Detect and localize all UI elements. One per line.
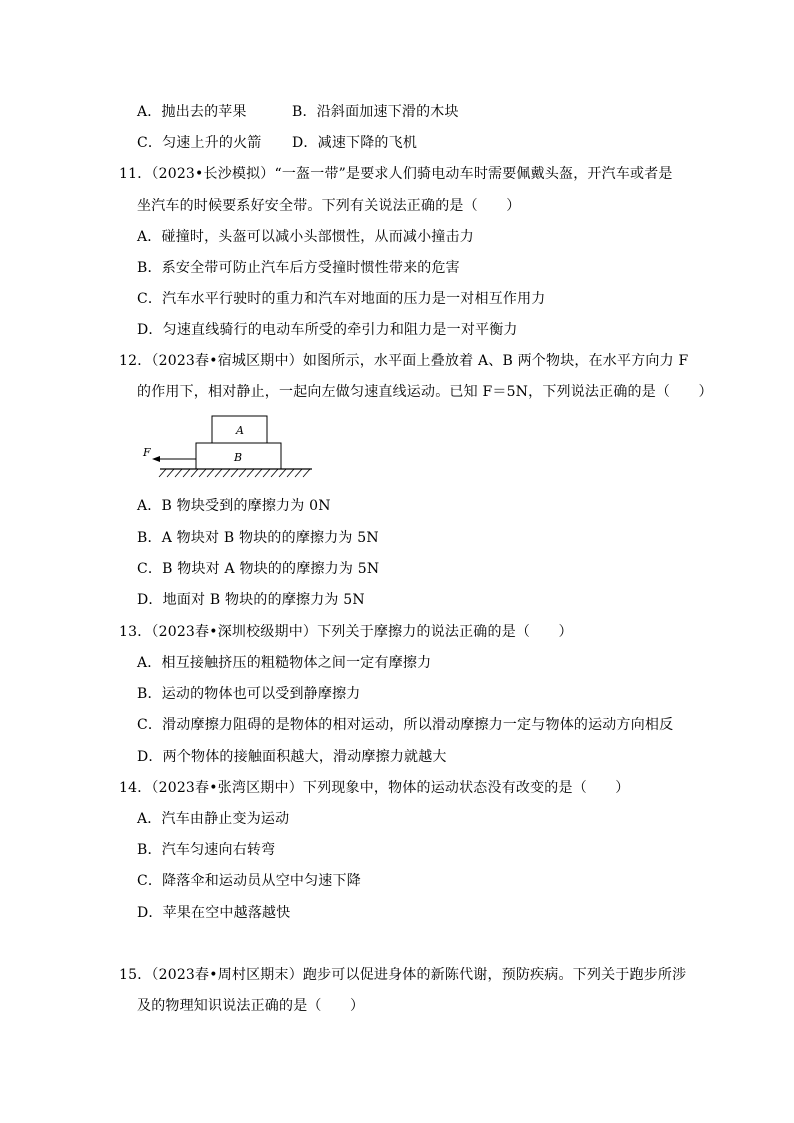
q12-block-diagram [140,412,320,482]
q13-option-d: D．两个物体的接触面积越大，滑动摩擦力就越大 [137,749,447,765]
q11-option-b: B．系安全带可防止汽车后方受撞时惯性带来的危害 [137,260,460,276]
q11-option-a: A．碰撞时，头盔可以减小头部惯性，从而减小撞击力 [137,229,474,245]
q10-option-b: B．沿斜面加速下滑的木块 [292,104,459,120]
force-label: F [143,446,151,459]
q13-option-a: A．相互接触挤压的粗糙物体之间一定有摩擦力 [137,655,432,671]
q15-stem-line2: 及的物理知识说法正确的是（ ） [137,998,365,1014]
q10-option-c: C．匀速上升的火箭 [137,135,262,151]
q10-options-row-1 [137,102,459,122]
q14-option-b: B．汽车匀速向右转弯 [137,842,276,858]
block-b-label: B [233,451,243,464]
q13-stem: 13．（2023春•深圳校级期中）下列关于摩擦力的说法正确的是（ ） [119,624,573,640]
q14-option-d: D．苹果在空中越落越快 [137,905,291,921]
q10-option-d: D．减速下降的飞机 [292,135,418,151]
q14-stem: 14．（2023春•张湾区期中）下列现象中，物体的运动状态没有改变的是（ ） [119,780,630,796]
q13-option-b: B．运动的物体也可以受到静摩擦力 [137,686,361,702]
q11-option-c: C．汽车水平行驶时的重力和汽车对地面的压力是一对相互作用力 [137,291,546,307]
q10-option-a: A．抛出去的苹果 [137,104,247,120]
q15-stem-line1: 15．（2023春•周村区期末）跑步可以促进身体的新陈代谢，预防疾病。下列关于跑步所涉 [119,967,687,983]
q12-option-b: B．A 物块对 B 物块的的摩擦力为 5N [137,530,379,546]
q12-stem-line1: 12．（2023春•宿城区期中）如图所示，水平面上叠放着 A、B 两个物块，在水平方向力 F [119,353,689,369]
q11-option-d: D．匀速直线骑行的电动车所受的牵引力和阻力是一对平衡力 [137,322,518,338]
q13-option-c: C．滑动摩擦力阻碍的是物体的相对运动，所以滑动摩擦力一定与物体的运动方向相反 [137,717,674,733]
q11-stem-line2: 坐汽车的时候要系好安全带。下列有关说法正确的是（ ） [137,198,521,214]
q12-option-d: D．地面对 B 物块的的摩擦力为 5N [137,592,365,608]
q12-stem-line2: 的作用下，相对静止，一起向左做匀速直线运动。已知 F＝5N，下列说法正确的是（ ） [137,384,713,400]
block-a-label: A [236,424,244,437]
q14-option-a: A．汽车由静止变为运动 [137,811,290,827]
q10-options-row-2 [137,133,417,153]
force-arrow-head [152,456,160,462]
q12-option-c: C．B 物块对 A 物块的的摩擦力为 5N [137,561,380,577]
ground-hatching [159,469,310,477]
q14-option-c: C．降落伞和运动员从空中匀速下降 [137,873,361,889]
q12-option-a: A．B 物块受到的摩擦力为 0N [137,498,331,514]
q11-stem-line1: 11．（2023•长沙模拟）“一盔一带”是要求人们骑电动车时需要佩戴头盔，开汽车或者是 [119,166,673,182]
